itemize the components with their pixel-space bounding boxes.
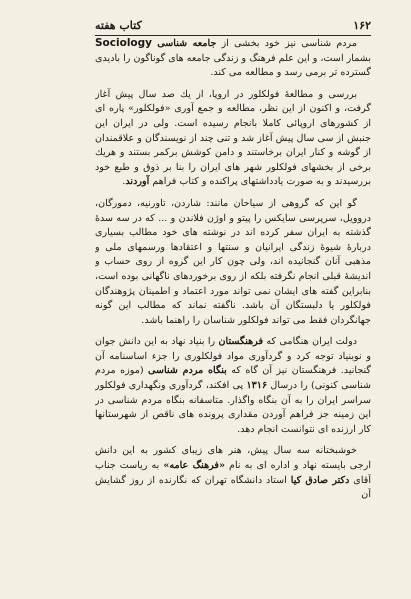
running-title: کتاب هفته xyxy=(95,19,142,32)
bold-term: دکتر صادق کیا xyxy=(290,474,350,486)
text-run: دولت ایران هنگامی که xyxy=(263,336,357,348)
text-run: پی افکند، گردآوری ونگهداری فولکلور سراسر ایران را به آن بنگاه واگذار. متاسفانه بنگاه مردم شناسی در این زمینه جز فراهم آوردن مقداری پرونده های ناقص از شهرستانها کار ارزنده ای نتوانست انجام دهد. xyxy=(95,380,371,435)
text-run: را بنیاد نهاد به این دانش جوان و نوبنیاد توجه کرد و گردآوری مواد فولکلوری را جزء اساسنامه آن گنجانید. فرهنگستان نیز آن گاه که xyxy=(95,336,371,377)
bold-term: Sociology xyxy=(95,37,152,49)
bold-term: جامعه شناسی xyxy=(157,38,217,49)
paragraph xyxy=(95,197,371,328)
article-body xyxy=(95,36,371,593)
text-run: بشمار است، و این علم فرهنگ و زندگی جامعه های گوناگون را بادیدی گسترده تر برمی رسد و مطالعه می کند. xyxy=(95,52,371,79)
bold-term: «فرهنگ عامه» xyxy=(163,460,226,472)
page-number: ۱۶۲ xyxy=(353,19,371,32)
paragraph xyxy=(95,88,371,190)
text-run: خوشبختانه سه سال پیش، هنر های زیبای کشور به این دانش ارجی بایسته نهاد و اداره ای به نام xyxy=(95,445,371,472)
text-run: گو این که گروهی از سیاحان مانند: شاردن، تاورنیه، دمورگان، دروویل، سرپرسی سایکس را پیتو و اوژن فلاندن و ... که در سه سدهٔ گذشته به ایران سفر کرده اند در نوشته های خود مطالب بسیاری دربارهٔ شیوهٔ زندگی ایرانیان و سنتها و اعتقادها ورسمهای ملی و مذهبی آنان گنجانیده اند، ولی چون کار این گروه از روی حساب و اندیشهٔ قبلی انجام نگرفته بلکه از روی برخوردهای ناگهانی بوده است، بنابراین گفته های ایشان نمی تواند مورد اعتماد و اطمینان پژوهندگان فولکلور یا دلبستگان آن باشد. ناگفته نماند که مطالب این گونه جهانگردان فقط می تواند فولکلور شناسان را راهنما باشد. xyxy=(95,197,371,326)
text-run: استاد دانشگاه تهران که نگارنده از روز گشایش آن xyxy=(95,474,371,501)
paragraph xyxy=(95,335,371,437)
text-run: مردم شناسی نیز خود بخشی از xyxy=(216,38,357,49)
bold-term: بنگاه مردم شناسی xyxy=(148,365,227,377)
text-run: (موزه مردم شناسی کنونی) را درسال xyxy=(95,365,371,392)
bold-term: فرهنگستان xyxy=(218,336,264,348)
paragraph xyxy=(95,444,371,502)
page-header xyxy=(95,10,371,36)
bold-term: ۱۳۱۶ xyxy=(246,380,268,392)
text-run: به ریاست جناب آقای xyxy=(95,460,371,486)
text-run: بررسی و مطالعهٔ فولکلور در اروپا، از یك صد سال پیش آغاز گرفت، و اکنون از این نظر، مطالعه و جمع آوری «فولکلور» پاره ای از کشورهای اروپائی کاملا بانجام رسیده است. ولی در ایران این جنبش از سی سال پیش آغاز شد و تنی چند از نویسندگان و علاقمندان از گوشه و کنار ایران برخاستند و دامن کوشش برکمر بستند و هریك برخی از بخشهای فولکلور شهر های ایران را بنا بر ذوق و طبع خود بررسیدند و به صورت یادداشتهای پراکنده و کتاب فراهم xyxy=(95,88,371,188)
bold-term: آوردند xyxy=(125,176,150,188)
paragraph xyxy=(95,36,371,81)
text-run: . xyxy=(122,176,126,188)
